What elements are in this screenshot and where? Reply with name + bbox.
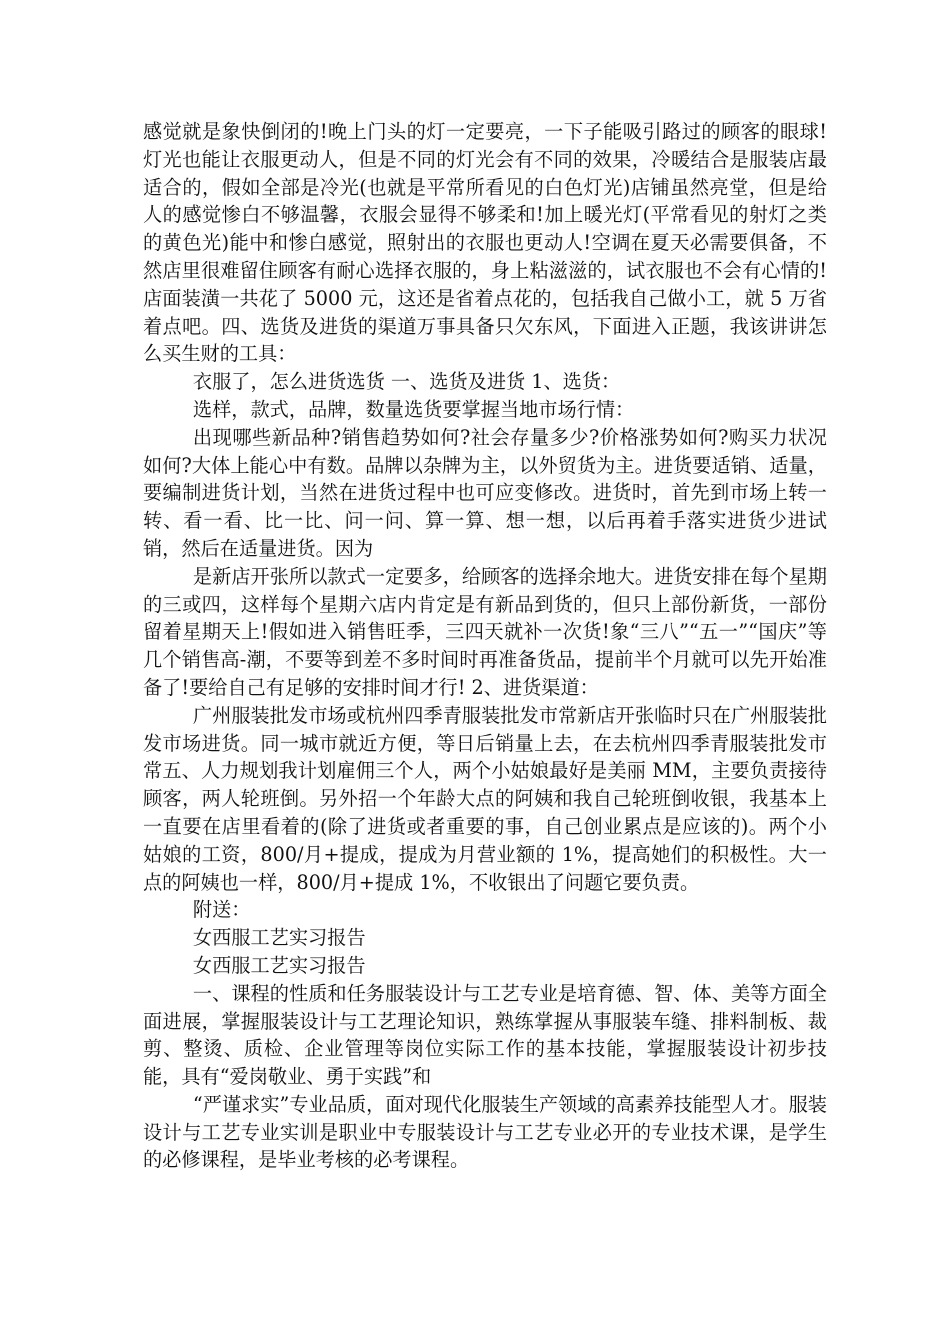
report-title-1: 女西服工艺实习报告: [192, 926, 366, 950]
paragraph-11: “严谨求实”专业品质，面对现代化服装生产领域的高素养技能型人才。服装设计与工艺专业实训是职业中专服装设计与工艺专业必开的专业技术课，是学生的必修课程，是毕业考核的必考课程。: [143, 1092, 827, 1172]
paragraph-5: 是新店开张所以款式一定要多，给顾客的选择余地大。进货安排在每个星期的三或四，这样每个星期六店内肯定是有新品到货的，但只上部份新货，一部份留着星期天上!假如进入销售旺季，三四天就补一次货!象“三八”“五一”“国庆”等几个销售高-潮，不要等到差不多时间时再准备货品，提前半个月就可以先开始准备了!要给自己有足够的安排时间才行! 2、进货渠道：: [143, 564, 827, 699]
document-body: [143, 118, 827, 1174]
paragraph-3: 选样，款式，品牌，数量选货要掌握当地市场行情：: [192, 397, 635, 421]
paragraph-4: 出现哪些新品种?销售趋势如何?社会存量多少?价格涨势如何?购买力状况如何?大体上能心中有数。品牌以杂牌为主，以外贸货为主。进货要适销、适量，要编制进货计划，当然在进货过程中也可应变修改。进货时，首先到市场上转一转、看一看、比一比、问一问、算一算、想一想，以后再着手落实进货少进试销，然后在适量进货。因为: [143, 425, 827, 560]
paragraph-6: 广州服装批发市场或杭州四季青服装批发市常新店开张临时只在广州服装批发市场进货。同一城市就近方便，等日后销量上去，在去杭州四季青服装批发市常五、人力规划我计划雇佣三个人，两个小姑娘最好是美丽 MM，主要负责接待顾客，两人轮班倒。另外招一个年龄大点的阿姨和我自己轮班倒收银，我基本上一直要在店里看着的(除了进货或者重要的事，自己创业累点是应该的)。两个小姑娘的工资，800/月+提成，提成为月营业额的 1%，提高她们的积极性。大一点的阿姨也一样，800/月+提成 1%，不收银出了问题它要负责。: [143, 703, 827, 894]
report-title-2: 女西服工艺实习报告: [192, 953, 366, 977]
paragraph-7: 附送：: [192, 898, 251, 922]
paragraph-10: 一、课程的性质和任务服装设计与工艺专业是培育德、智、体、美等方面全面进展，掌握服装设计与工艺理论知识，熟练掌握从事服装车缝、排料制板、裁剪、整烫、质检、企业管理等岗位实际工作的基本技能，掌握服装设计初步技能，具有“爱岗敬业、勇于实践”和: [143, 981, 827, 1089]
paragraph-1: 感觉就是象快倒闭的!晚上门头的灯一定要亮，一下子能吸引路过的顾客的眼球!灯光也能让衣服更动人，但是不同的灯光会有不同的效果，冷暖结合是服装店最适合的，假如全部是冷光(也就是平常所看见的白色灯光)店铺虽然亮堂，但是给人的感觉惨白不够温馨，衣服会显得不够柔和!加上暖光灯(平常看见的射灯之类的黄色光)能中和惨白感觉，照射出的衣服也更动人!空调在夏天必需要俱备，不然店里很难留住顾客有耐心选择衣服的，身上粘滋滋的，试衣服也不会有心情的!店面装潢一共花了 5000 元，这还是省着点花的，包括我自己做小工，就 5 万省着点吧。四、选货及进货的渠道万事具备只欠东风，下面进入正题，我该讲讲怎么买生财的工具：: [143, 120, 827, 366]
paragraph-2: 衣服了，怎么进货选货 一、选货及进货 1、选货：: [192, 370, 621, 394]
